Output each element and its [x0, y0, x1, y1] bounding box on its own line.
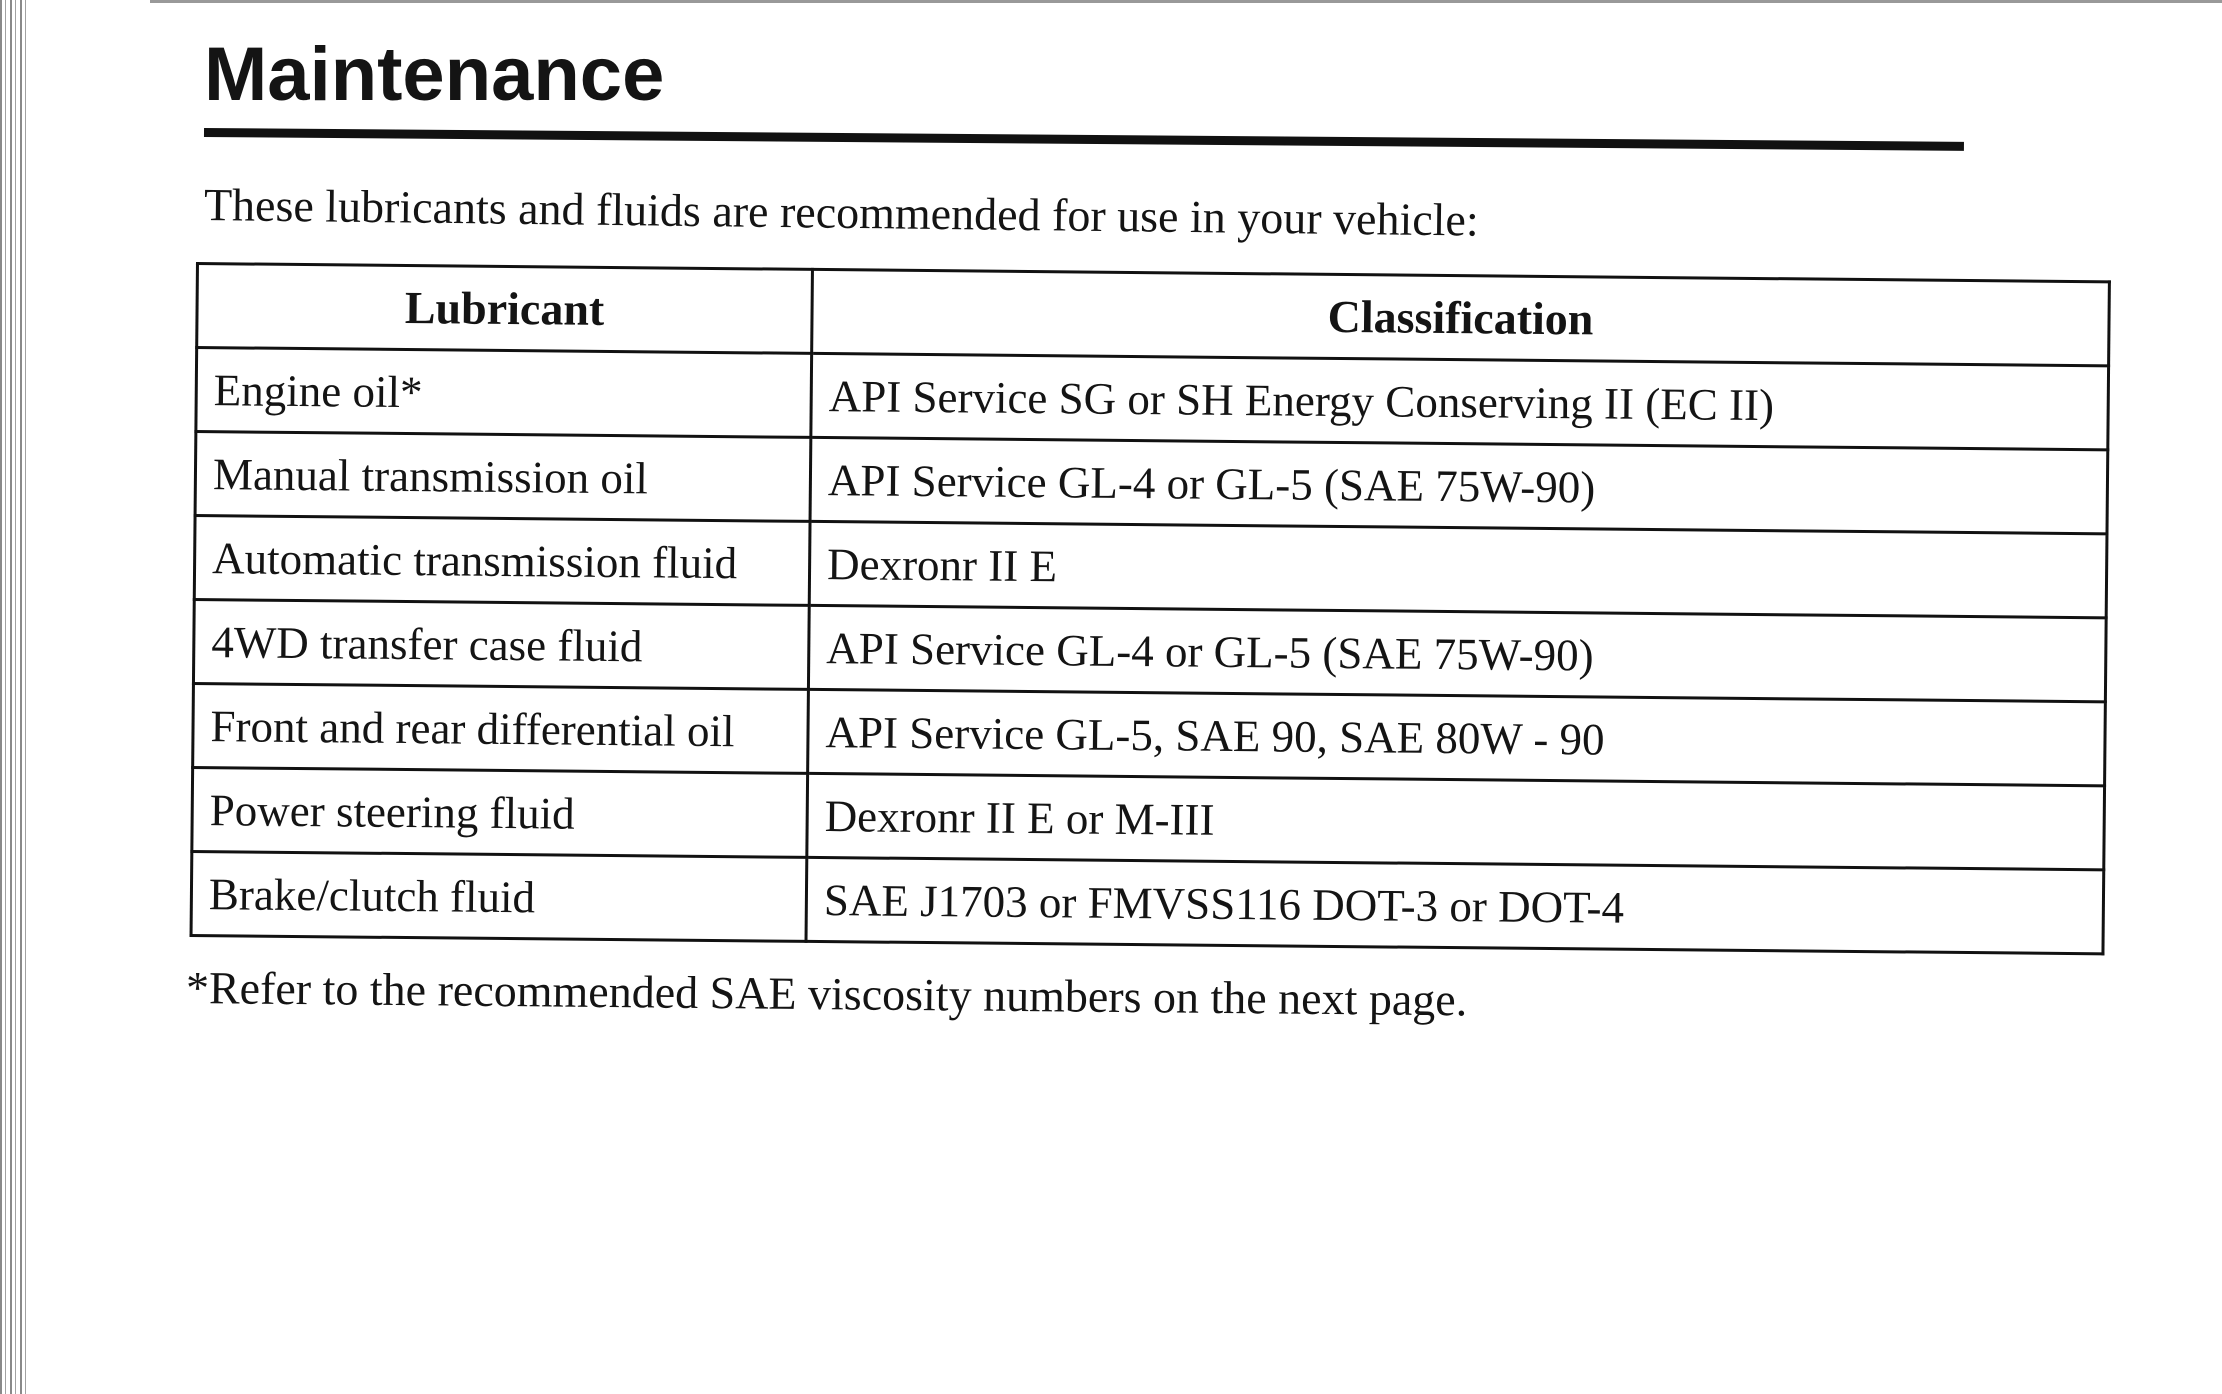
- lubricant-table: [190, 262, 2111, 955]
- scan-edge-left: [0, 0, 26, 1394]
- intro-text: These lubricants and fluids are recommended for use in your vehicle:: [203, 179, 1480, 246]
- classification-cell: API Service GL-4 or GL-5 (SAE 75W-90): [810, 437, 2108, 533]
- lubricant-cell: 4WD transfer case fluid: [193, 599, 809, 689]
- page-title: Maintenance: [204, 32, 665, 117]
- lubricant-cell: Brake/clutch fluid: [191, 851, 807, 941]
- header-classification: Classification: [812, 269, 2110, 365]
- lubricant-cell: Engine oil*: [196, 348, 812, 438]
- table-row: [191, 851, 2104, 953]
- classification-cell: Dexronr II E or M-III: [807, 773, 2105, 869]
- scan-edge-top: [150, 0, 2222, 8]
- lubricant-cell: Front and rear differential oil: [193, 683, 809, 773]
- classification-cell: Dexronr II E: [809, 521, 2107, 617]
- header-lubricant: Lubricant: [197, 264, 813, 354]
- classification-cell: API Service GL-4 or GL-5 (SAE 75W-90): [808, 605, 2106, 701]
- classification-cell: SAE J1703 or FMVSS116 DOT-3 or DOT-4: [806, 857, 2104, 953]
- lubricant-table-wrapper: [190, 262, 2111, 955]
- lubricant-cell: Automatic transmission fluid: [194, 516, 810, 606]
- classification-cell: API Service GL-5, SAE 90, SAE 80W - 90: [808, 689, 2106, 785]
- lubricant-cell: Manual transmission oil: [195, 432, 811, 522]
- lubricant-cell: Power steering fluid: [192, 767, 808, 857]
- classification-cell: API Service SG or SH Energy Conserving II (EC II): [811, 353, 2109, 449]
- title-rule: [204, 128, 1964, 151]
- footnote: *Refer to the recommended SAE viscosity numbers on the next page.: [185, 962, 1468, 1026]
